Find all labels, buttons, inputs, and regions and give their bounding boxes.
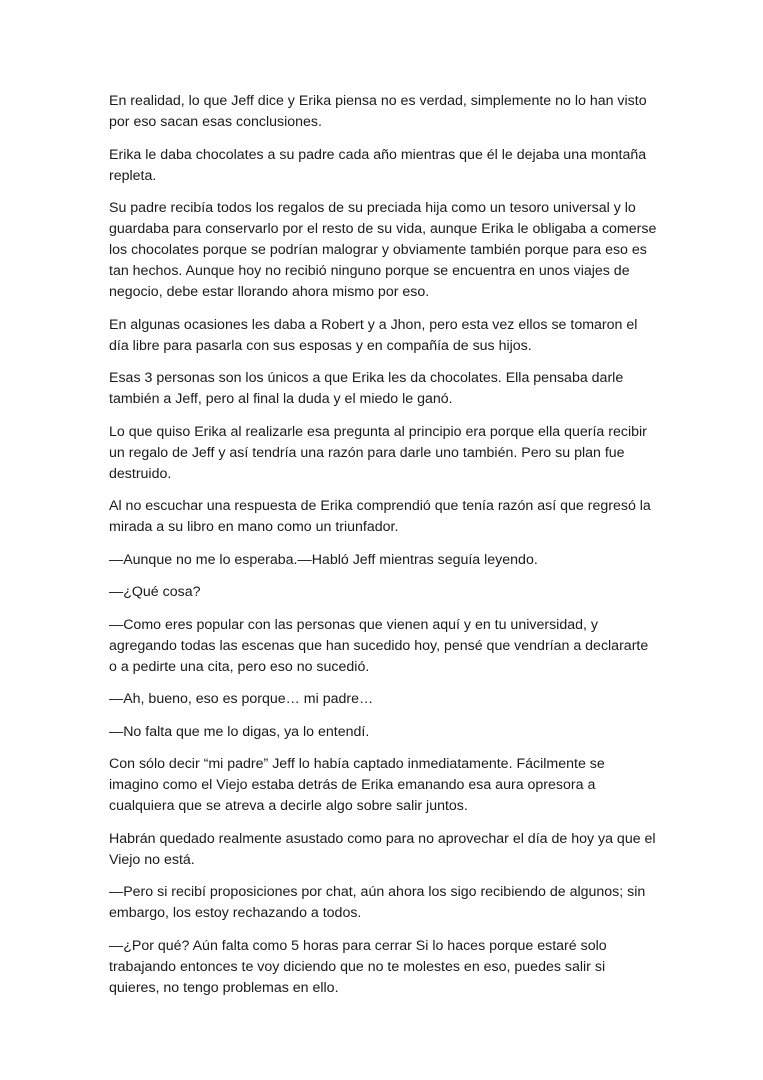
dialogue-line: —Pero si recibí proposiciones por chat, aún ahora los sigo recibiendo de algunos; sin embargo, los estoy rechazando a todos. [109,884,646,921]
paragraph: En algunas ocasiones les daba a Robert y a Jhon, pero esta vez ellos se tomaron el día libre para pasarla con sus esposas y en compañía de sus hijos. [109,316,638,354]
paragraph: Lo que quiso Erika al realizarle esa pregunta al principio era porque ella quería recibir un regalo de Jeff y así tendría una razón para darle uno también. Pero su plan fue destruido. [109,423,647,482]
dialogue-line: —Ah, bueno, eso es porque… mi padre… [109,691,374,707]
paragraph: Al no escuchar una respuesta de Erika comprendió que tenía razón así que regresó la mirada a su libro en mano como un triunfador. [109,498,651,535]
paragraph: En realidad, lo que Jeff dice y Erika piensa no es verdad, simplemente no lo han visto por eso sacan esas conclusiones. [109,93,647,130]
dialogue-line: —¿Por qué? Aún falta como 5 horas para cerrar Si lo haces porque estaré solo trabajando entonces te voy diciendo que no te molestes en eso, puedes salir si quieres, no tengo problemas en ello. [109,937,607,996]
paragraph: Esas 3 personas son los únicos a que Erika les da chocolates. Ella pensaba darle también a Jeff, pero al final la duda y el miedo le ganó. [109,370,624,407]
document-body [109,91,657,1010]
dialogue-line: —No falta que me lo digas, ya lo entendí. [109,723,370,740]
paragraph: Habrán quedado realmente asustado como para no aprovechar el día de hoy ya que el Viejo no está. [109,830,656,868]
dialogue-line: —Aunque no me lo esperaba.—Habló Jeff mientras seguía leyendo. [109,551,538,568]
paragraph: Su padre recibía todos los regalos de su preciada hija como un tesoro universal y lo guardaba para conservarlo por el resto de su vida, aunque Erika le obligaba a comerse los chocolates porque se podrían malograr y obviamente también porque para eso es tan hechos. Aunque hoy no recibió ninguno porque se encuentra en unos viajes de negocio, debe estar llorando ahora mismo por eso. [109,200,657,300]
dialogue-line: —Como eres popular con las personas que vienen aquí y en tu universidad, y agregando todas las escenas que han sucedido hoy, pensé que vendrían a declararte o a pedirte una cita, pero eso no sucedió. [109,616,649,675]
paragraph: Erika le daba chocolates a su padre cada año mientras que él le dejaba una montaña repleta. [109,146,647,184]
paragraph: Con sólo decir “mi padre” Jeff lo había captado inmediatamente. Fácilmente se imagino como el Viejo estaba detrás de Erika emanando esa aura opresora a cualquiera que se atreva a decirle algo sobre salir juntos. [109,756,605,814]
dialogue-line: —¿Qué cosa? [109,584,201,600]
